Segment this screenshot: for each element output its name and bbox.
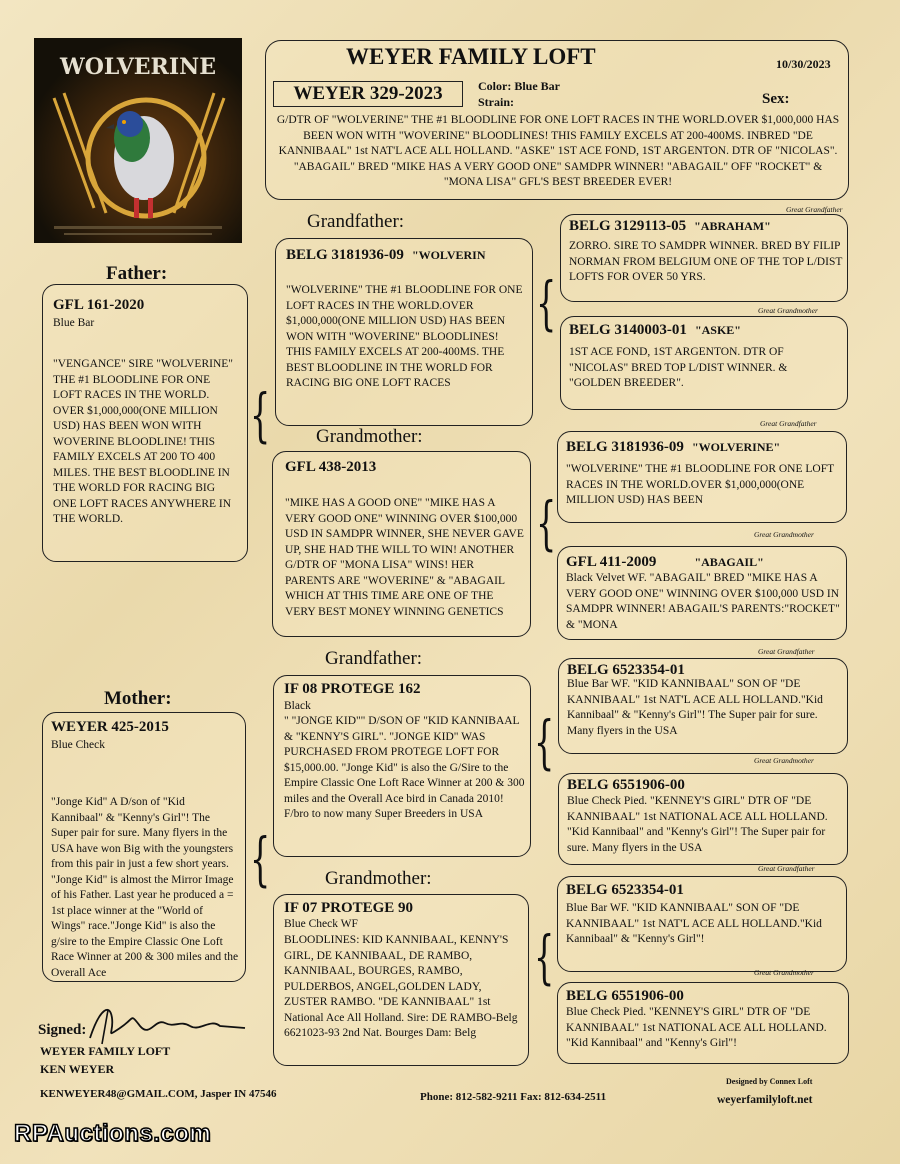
ggp4-name: "ABAGAIL" bbox=[694, 555, 764, 569]
ggp7-box bbox=[557, 876, 847, 972]
ggp7-description: Blue Bar WF. "KID KANNIBAAL" SON OF "DE KANNIBAAL" 1st NAT'L ACE ALL HOLLAND."Kid Kannibaal" & "Kenny's Girl"! bbox=[566, 902, 822, 945]
ggp2-band-number: BELG 3140003-01 bbox=[569, 322, 687, 338]
ggp4-band-number: GFL 411-2009 bbox=[566, 554, 657, 570]
strain-label: Strain: bbox=[478, 95, 514, 109]
brace-mother: { bbox=[250, 825, 271, 893]
wolverine-logo-image bbox=[34, 38, 242, 243]
pgf-band bbox=[286, 246, 486, 264]
brace-pgf: { bbox=[536, 269, 557, 337]
ggp1-band bbox=[569, 217, 771, 235]
brace-father: { bbox=[250, 381, 271, 449]
pgm-label: Grandmother: bbox=[316, 426, 423, 447]
mother-box bbox=[42, 712, 246, 982]
ggp4-box bbox=[557, 546, 847, 640]
logo-text: WOLVERINE bbox=[59, 54, 217, 80]
mgm-band: IF 07 PROTEGE 90 bbox=[284, 900, 414, 916]
ggp8-box bbox=[557, 982, 849, 1064]
ggp1-description: ZORRO. SIRE TO SAMDPR WINNER. BRED BY FILIP NORMAN FROM BELGIUM ONE OF THE TOP L/DIST LOFTS FOR OVER 50 YRS. bbox=[569, 240, 843, 283]
mother-label: Mother: bbox=[104, 688, 172, 709]
ggp3-caption: Great Grandfather bbox=[760, 419, 817, 428]
ggp5-box bbox=[558, 658, 848, 754]
signed-label: Signed: bbox=[38, 1022, 87, 1038]
ggp5-description: Blue Bar WF. "KID KANNIBAAL" SON OF "DE KANNIBAAL" 1st NAT'L ACE ALL HOLLAND."Kid Kannibaal" & "Kenny's Girl"! The Super pair for sure. Many flyers in the USA bbox=[567, 678, 823, 737]
mgm-label: Grandmother: bbox=[325, 868, 432, 889]
pgf-label: Grandfather: bbox=[307, 211, 405, 232]
header-date: 10/30/2023 bbox=[776, 57, 831, 71]
mother-color: Blue Check bbox=[51, 739, 105, 751]
ggp1-band-number: BELG 3129113-05 bbox=[569, 218, 687, 234]
ggp4-band bbox=[566, 553, 764, 571]
bird-band: WEYER 329-2023 bbox=[273, 81, 463, 107]
mgf-band: IF 08 PROTEGE 162 bbox=[284, 681, 421, 697]
ggp8-band: BELG 6551906-00 bbox=[566, 988, 684, 1004]
father-description: "VENGANCE" SIRE "WOLVERINE" THE #1 BLOODLINE FOR ONE LOFT RACES IN THE WORLD. OVER $1,000,000(ONE MILLION USD) HAS BEEN WON WITH WOVERINE BLOODLINE! THIS FAMILY EXCELS AT 200 TO 400 MILES. THE BEST BLOODLINE IN THE WORLD FOR RACING BIG ONE LOFT RACES ANYWHERE IN THE WORLD. bbox=[53, 358, 233, 525]
mgf-color: Black bbox=[284, 700, 311, 712]
designed-by: Designed by Connex Loft bbox=[726, 1077, 813, 1086]
ggp6-caption: Great Grandmother bbox=[754, 756, 814, 765]
ggp2-description: 1ST ACE FOND, 1ST ARGENTON. DTR OF "NICOLAS" BRED TOP L/DIST WINNER. & "GOLDEN BREEDER". bbox=[569, 346, 788, 389]
father-label: Father: bbox=[106, 263, 168, 284]
footer-website: weyerfamilyloft.net bbox=[717, 1094, 813, 1106]
father-color: Blue Bar bbox=[53, 317, 95, 329]
ggp3-band-number: BELG 3181936-09 bbox=[566, 439, 684, 455]
ggp1-box bbox=[560, 214, 848, 302]
pgf-name: "WOLVERIN bbox=[411, 248, 486, 262]
signer-loft: WEYER FAMILY LOFT bbox=[40, 1044, 171, 1058]
ggp5-caption: Great Grandfather bbox=[758, 647, 815, 656]
ggp7-caption: Great Grandfather bbox=[758, 864, 815, 873]
mgf-label: Grandfather: bbox=[325, 648, 423, 669]
brace-pgm: { bbox=[536, 489, 557, 557]
pgm-box bbox=[272, 451, 531, 637]
ggp2-box bbox=[560, 316, 848, 410]
ggp8-caption: Great Grandmother bbox=[754, 968, 814, 977]
ggp3-name: "WOLVERINE" bbox=[691, 440, 781, 454]
loft-title: WEYER FAMILY LOFT bbox=[346, 44, 596, 69]
mgm-description: BLOODLINES: KID KANNIBAAL, KENNY'S GIRL, DE KANNIBAAL, DE RAMBO, KANNIBAAL, BOURGES, RAMBO, PULDERBOS, ANGEL,GOLDEN LADY, ZUSTER RAMBO. "DE KANNIBAAL" 1st National Ace All Holland. Sire: DE RAMBO-Belg 6621023-93 2nd Nat. Bourges Dam: Belg bbox=[284, 934, 518, 1039]
father-box bbox=[42, 284, 248, 562]
pgf-description: "WOLVERINE" THE #1 BLOODLINE FOR ONE LOFT RACES IN THE WORLD.OVER $1,000,000(ONE MILLION USD) HAS BEEN WON WITH "WOVERINE" BLOODLINES! THIS FAMILY EXCELS AT 200-400MS. THE BEST BLOODLINE IN THE WORLD FOR RACING BIG ONE LOFT RACES bbox=[286, 284, 523, 389]
ggp4-caption: Great Grandmother bbox=[754, 530, 814, 539]
footer-email: KENWEYER48@GMAIL.COM, Jasper IN 47546 bbox=[40, 1088, 277, 1100]
pgm-description: "MIKE HAS A GOOD ONE" "MIKE HAS A VERY GOOD ONE" WINNING OVER $100,000 USD IN SAMDPR WINNER, SHE NEVER GAVE UP, SHE HAD THE WILL TO WIN! ANOTHER G/DTR OF "MONA LISA" WINS! HER PARENTS ARE "WOVERINE" & "ABAGAIL WHICH AT THIS TIME ARE ONE OF THE VERY BEST MONEY WINNING GENETICS bbox=[285, 497, 524, 618]
ggp2-caption: Great Grandmother bbox=[758, 306, 818, 315]
brace-mgf: { bbox=[534, 708, 555, 776]
ggp2-band bbox=[569, 321, 741, 339]
pgm-band: GFL 438-2013 bbox=[285, 459, 377, 475]
pgf-box bbox=[275, 238, 533, 426]
auction-watermark: RPAuctions.com bbox=[14, 1120, 212, 1147]
ggp3-band bbox=[566, 438, 780, 456]
ggp4-description: Black Velvet WF. "ABAGAIL" BRED "MIKE HAS A VERY GOOD ONE" WINNING OVER $100,000 USD IN SAMDPR WINNER! ABAGAIL'S PARENTS:"ROCKET" & "MONA bbox=[566, 572, 840, 631]
mgm-box bbox=[273, 894, 529, 1066]
ggp3-description: "WOLVERINE" THE #1 BLOODLINE FOR ONE LOFT RACES IN THE WORLD.OVER $1,000,000(ONE MILLION USD) HAS BEEN bbox=[566, 463, 834, 506]
ggp3-box bbox=[557, 431, 847, 523]
ggp6-box bbox=[558, 773, 848, 865]
brace-mgm: { bbox=[534, 923, 555, 991]
ggp1-caption: Great Grandfather bbox=[786, 205, 843, 214]
pgf-band-number: BELG 3181936-09 bbox=[286, 247, 404, 263]
footer-phone: Phone: 812-582-9211 Fax: 812-634-2511 bbox=[420, 1091, 607, 1103]
mgf-description: " "JONGE KID"" D/SON OF "KID KANNIBAAL & "KENNY'S GIRL". "JONGE KID" WAS PURCHASED FROM PROTEGE LOFT FOR $15,000.00. "Jonge Kid" is also the G/Sire to the Empire Classic One Loft Race Winner at 200 & 300 miles and the Overall Ace bird in Canada 2010! F/bro to now many Super Breeders in USA bbox=[284, 715, 525, 820]
color-label: Color: Blue Bar bbox=[478, 79, 560, 93]
ggp8-description: Blue Check Pied. "KENNEY'S GIRL" DTR OF "DE KANNIBAAL" 1st NATIONAL ACE ALL HOLLAND. "Kid Kannibaal" and "Kenny's Girl"! bbox=[566, 1006, 827, 1049]
header-box bbox=[265, 40, 849, 200]
signer-name: KEN WEYER bbox=[40, 1062, 115, 1076]
ggp7-band: BELG 6523354-01 bbox=[566, 882, 684, 898]
father-band: GFL 161-2020 bbox=[53, 297, 145, 313]
ggp1-name: "ABRAHAM" bbox=[694, 219, 771, 233]
signature-image bbox=[80, 998, 250, 1048]
mother-band: WEYER 425-2015 bbox=[51, 719, 169, 735]
ggp6-description: Blue Check Pied. "KENNEY'S GIRL" DTR OF "DE KANNIBAAL" 1st NATIONAL ACE ALL HOLLAND. "Kid Kannibaal" and "Kenny's Girl"! The Super pair for sure. Many flyers in the USA bbox=[567, 795, 828, 854]
mother-description: "Jonge Kid" A D/son of "Kid Kannibaal" & "Kenny's Girl"! The Super pair for sure. Many flyers in the USA have won Big with the youngsters from this pair in just a few short years. "Jonge Kid" is almost the Mirror Image of his Father. Last year he produced a = 1st place winner at the "World of Wings" race."Jonge Kid" is also the g/sire to the Empire Classic One Loft Race Winner at 200 & 300 miles and the Overall Ace bbox=[51, 796, 239, 979]
ggp5-band: BELG 6523354-01 bbox=[567, 662, 685, 678]
sex-label: Sex: bbox=[762, 91, 790, 107]
ggp6-band: BELG 6551906-00 bbox=[567, 777, 685, 793]
mgm-color: Blue Check WF bbox=[284, 918, 358, 930]
mgf-box bbox=[273, 675, 531, 857]
bird-description: G/DTR OF "WOLVERINE" THE #1 BLOODLINE FOR ONE LOFT RACES IN THE WORLD.OVER $1,000,000 HAS BEEN WON WITH "WOVERINE" BLOODLINES! THIS FAMILY EXCELS AT 200-400MS. INBRED "DE KANNIBAAL" 1st NAT'L ACE ALL HOLLAND. "ASKE" 1ST ACE FOND, 1ST ARGENTON. DTR OF "NICOLAS". "ABAGAIL" BRED "MIKE HAS A VERY GOOD ONE" SAMDPR WINNER! "ABAGAIL" OFF "ROCKET" & "MONA LISA" GFL'S BEST BREEDER EVER! bbox=[276, 114, 840, 188]
ggp2-name: "ASKE" bbox=[694, 323, 741, 337]
